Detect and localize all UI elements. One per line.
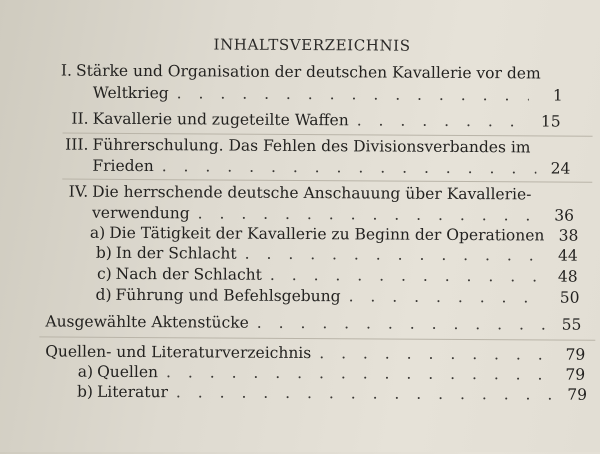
- leader-dots: [319, 343, 551, 364]
- leader-dots: [162, 156, 537, 178]
- toc-entry-4-line-1: [60, 182, 580, 205]
- toc-entry-number: b): [90, 243, 112, 263]
- leader-dots: [166, 362, 551, 384]
- toc-entry-3-line-1: [60, 135, 560, 158]
- leader-dots: [198, 203, 541, 225]
- toc-page-number: 79: [561, 385, 587, 405]
- leader-dots: [176, 382, 553, 404]
- leader-dots: [349, 286, 546, 307]
- toc-entry-number: a): [71, 362, 93, 382]
- toc-subentry-literature: [71, 382, 587, 405]
- toc-entry-title: Literatur: [97, 382, 168, 402]
- toc-entry-title: Führerschulung. Das Fehlen des Divisionsverbandes im: [92, 135, 530, 158]
- toc-entry-title: Kavallerie und zugeteilte Waffen: [93, 109, 349, 131]
- leader-dots: [270, 265, 544, 287]
- toc-entry-documents: [45, 311, 581, 334]
- toc-entry-title: Stärke und Organisation der deutschen Kavallerie vor dem: [76, 61, 541, 84]
- toc-entry-number: b): [71, 382, 93, 402]
- toc-entry-title: Führung und Befehlsgebung: [116, 285, 341, 306]
- toc-entry-title-continued: Frieden: [92, 156, 153, 176]
- toc-page-number: 24: [544, 158, 570, 178]
- toc-entry-1-line-1: [61, 61, 531, 84]
- toc-page-number: 50: [554, 288, 580, 308]
- toc-subentry-d: [90, 285, 580, 308]
- toc-entry-title: Die herrschende deutsche Anschauung über Kavallerie-: [92, 182, 531, 205]
- toc-entry-3-line-2: [92, 156, 570, 179]
- toc-page-number: 55: [555, 315, 581, 335]
- toc-entry-number: c): [90, 264, 112, 284]
- toc-page-number: 79: [559, 345, 585, 365]
- divider: [39, 336, 595, 340]
- toc-entry-number: d): [90, 285, 112, 305]
- toc-entry-title: Die Tätigkeit der Kavallerie zu Beginn der Operationen: [109, 223, 544, 246]
- toc-entry-number: a): [90, 223, 105, 243]
- toc-entry-title-continued: verwendung: [92, 203, 190, 224]
- toc-entry-title: Nach der Schlacht: [116, 264, 262, 285]
- toc-entry-number: II.: [61, 109, 89, 129]
- toc-page-number: 38: [552, 226, 578, 246]
- toc-entry-title: In der Schlacht: [116, 243, 237, 264]
- toc-entry-title: Quellen- und Literaturverzeichnis: [45, 341, 311, 363]
- leader-dots: [357, 110, 527, 131]
- page-title: INHALTSVERZEICHNIS: [1, 34, 600, 56]
- leader-dots: [245, 244, 544, 266]
- toc-entry-title-continued: Weltkrieg: [93, 83, 169, 103]
- toc-page-number: 1: [537, 85, 563, 105]
- toc-page-number: 79: [559, 365, 585, 385]
- toc-entry-number: IV.: [60, 182, 88, 202]
- toc-entry-number: III.: [60, 135, 88, 155]
- toc-entry-1-line-2: [93, 83, 563, 106]
- toc-entry-title: Ausgewählte Aktenstücke: [45, 311, 249, 332]
- toc-page-number: 48: [552, 267, 578, 287]
- leader-dots: [257, 313, 548, 335]
- toc-entry-title: Quellen: [97, 362, 158, 382]
- toc-page-number: 44: [552, 246, 578, 266]
- toc-page-number: 36: [548, 206, 574, 226]
- leader-dots: [177, 83, 529, 105]
- toc-entry-number: I.: [61, 61, 72, 81]
- toc-subentry-c: [90, 264, 578, 287]
- toc-subentry-b: [90, 243, 578, 266]
- toc-page-number: 15: [535, 111, 561, 131]
- toc-entry-2: [61, 109, 561, 132]
